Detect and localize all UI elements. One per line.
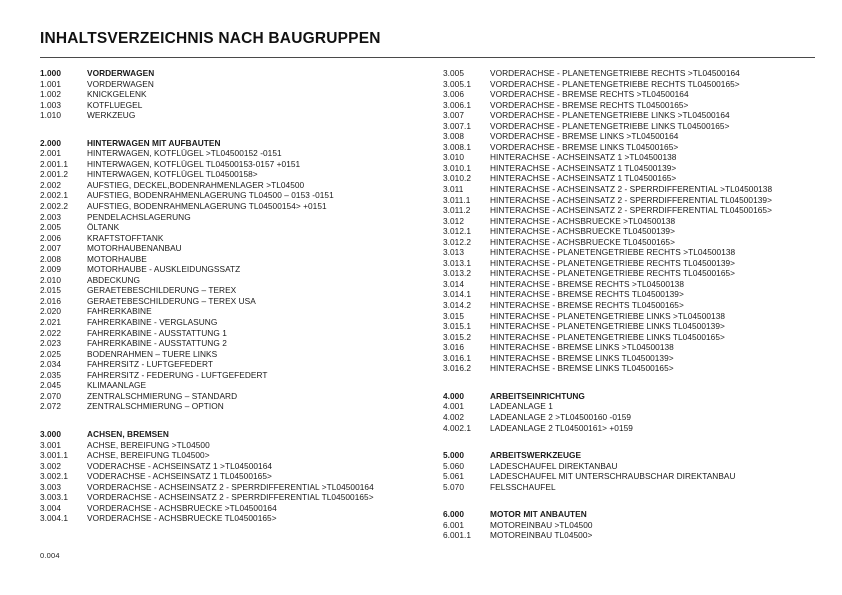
toc-entry-code: 3.006 bbox=[443, 89, 465, 100]
toc-entry[interactable] bbox=[443, 300, 838, 311]
toc-entry[interactable] bbox=[443, 163, 838, 174]
toc-entry[interactable] bbox=[443, 321, 838, 332]
toc-group-code: 6.000 bbox=[443, 509, 465, 520]
toc-entry-code: 1.003 bbox=[40, 99, 62, 110]
toc-entry-description: MOTORHAUBENANBAU bbox=[87, 243, 182, 254]
toc-group bbox=[443, 391, 838, 433]
toc-entry-code: 3.003 bbox=[40, 481, 62, 492]
toc-entry-description: HINTERWAGEN, KOTFLÜGEL TL04500153-0157 +0151 bbox=[87, 158, 301, 169]
toc-entry-code: 3.014 bbox=[443, 278, 465, 289]
toc-entry-description: VORDERACHSE - PLANETENGETRIEBE LINKS >TL04500164 bbox=[490, 110, 730, 121]
toc-entry[interactable] bbox=[40, 482, 430, 493]
toc-entry[interactable] bbox=[40, 317, 430, 328]
toc-entry-code: 3.010 bbox=[443, 152, 465, 163]
toc-entry-code: 3.013 bbox=[443, 247, 465, 258]
toc-entry-description: HINTERACHSE - PLANETENGETRIEBE RECHTS >TL04500138 bbox=[490, 247, 736, 258]
toc-entry-description: FAHRERKABINE - AUSSTATTUNG 1 bbox=[87, 327, 227, 338]
toc-entry-description: HINTERACHSE - BREMSE LINKS TL04500165> bbox=[490, 363, 674, 374]
toc-entry-code: 4.002.1 bbox=[443, 422, 472, 433]
toc-entry[interactable] bbox=[40, 401, 430, 412]
toc-entry-code: 3.003.1 bbox=[40, 492, 69, 503]
toc-entry-description: HINTERACHSE - ACHSBRUECKE >TL04500138 bbox=[490, 215, 676, 226]
toc-group-code: 3.000 bbox=[40, 428, 62, 439]
toc-entry-code: 2.034 bbox=[40, 359, 62, 370]
toc-entry-description: HINTERACHSE - ACHSEINSATZ 1 TL04500139> bbox=[490, 162, 677, 173]
toc-entry-code: 3.014.2 bbox=[443, 300, 472, 311]
toc-group-code: 4.000 bbox=[443, 390, 465, 401]
toc-entry[interactable] bbox=[40, 461, 430, 472]
toc-entry-description: FAHRERSITZ - LUFTGEFEDERT bbox=[87, 359, 214, 370]
toc-entry-code: 3.004 bbox=[40, 502, 62, 513]
toc-entry-description: HINTERACHSE - BREMSE LINKS TL04500139> bbox=[490, 352, 674, 363]
toc-entry-description: FAHRERKABINE - AUSSTATTUNG 2 bbox=[87, 338, 227, 349]
toc-group-title: ACHSEN, BREMSEN bbox=[87, 428, 169, 439]
toc-entry-description: ÖLTANK bbox=[87, 222, 120, 233]
toc-entry[interactable] bbox=[443, 131, 838, 142]
toc-entry[interactable] bbox=[40, 285, 430, 296]
toc-entry[interactable] bbox=[40, 328, 430, 339]
toc-entry-description: VORDERACHSE - BREMSE RECHTS >TL04500164 bbox=[490, 89, 689, 100]
toc-entry-description: FAHRERSITZ - FEDERUNG - LUFTGEFEDERT bbox=[87, 369, 268, 380]
toc-entry-description: HINTERACHSE - ACHSEINSATZ 2 - SPERRDIFFERENTIAL >TL04500138 bbox=[490, 184, 773, 195]
toc-entry-code: 3.005 bbox=[443, 68, 465, 78]
toc-entry-code: 3.010.2 bbox=[443, 173, 472, 184]
toc-entry-description: HINTERACHSE - ACHSBRUECKE TL04500139> bbox=[490, 226, 675, 237]
toc-entry[interactable] bbox=[40, 169, 430, 180]
toc-entry-code: 5.061 bbox=[443, 471, 465, 482]
toc-entry[interactable] bbox=[40, 180, 430, 191]
toc-entry-description: KRAFTSTOFFTANK bbox=[87, 232, 164, 243]
toc-entry-description: GERAETEBESCHILDERUNG – TEREX bbox=[87, 285, 237, 296]
toc-entry-description: KOTFLUEGEL bbox=[87, 99, 143, 110]
toc-entry[interactable] bbox=[443, 100, 838, 111]
toc-entry[interactable] bbox=[40, 148, 430, 159]
toc-entry[interactable] bbox=[443, 195, 838, 206]
toc-entry-description: MOTOREINBAU >TL04500 bbox=[490, 519, 593, 530]
toc-entry[interactable] bbox=[40, 254, 430, 265]
toc-entry-description: AUFSTIEG, DECKEL,BODENRAHMENLAGER >TL04500 bbox=[87, 179, 305, 190]
toc-entry[interactable] bbox=[443, 184, 838, 195]
toc-entry-description: VORDERACHSE - BREMSE RECHTS TL04500165> bbox=[490, 99, 689, 110]
toc-entry[interactable] bbox=[443, 401, 838, 412]
toc-entry-description: HINTERACHSE - BREMSE LINKS >TL04500138 bbox=[490, 342, 674, 353]
toc-group-title: MOTOR MIT ANBAUTEN bbox=[490, 509, 587, 520]
toc-entry-description: HINTERACHSE - PLANETENGETRIEBE RECHTS TL04500165> bbox=[490, 268, 736, 279]
toc-entry[interactable] bbox=[443, 268, 838, 279]
toc-entry-code: 1.002 bbox=[40, 89, 62, 100]
toc-entry[interactable] bbox=[40, 201, 430, 212]
toc-entry-code: 5.070 bbox=[443, 481, 465, 492]
toc-entry-description: VORDERACHSE - ACHSBRUECKE >TL04500164 bbox=[87, 502, 277, 513]
toc-entry-code: 3.012.2 bbox=[443, 236, 472, 247]
page-title: INHALTSVERZEICHNIS NACH BAUGRUPPEN bbox=[40, 30, 381, 47]
toc-entry-code: 2.002.1 bbox=[40, 190, 69, 201]
toc-entry-code: 4.001 bbox=[443, 401, 465, 412]
toc-entry-code: 3.007 bbox=[443, 110, 465, 121]
toc-entry-description: KLIMAANLAGE bbox=[87, 380, 147, 391]
toc-entry-description: HINTERACHSE - BREMSE RECHTS TL04500165> bbox=[490, 300, 684, 311]
toc-entry[interactable] bbox=[443, 423, 838, 434]
toc-entry[interactable] bbox=[443, 353, 838, 364]
toc-group-title: VORDERWAGEN bbox=[87, 68, 155, 78]
toc-entry-code: 3.007.1 bbox=[443, 120, 472, 131]
toc-entry-code: 2.035 bbox=[40, 369, 62, 380]
toc-entry[interactable] bbox=[443, 530, 838, 541]
toc-entry[interactable] bbox=[40, 503, 430, 514]
toc-entry[interactable] bbox=[443, 152, 838, 163]
toc-entry-code: 2.001.2 bbox=[40, 169, 69, 180]
toc-entry[interactable] bbox=[40, 359, 430, 370]
toc-entry-description: HINTERWAGEN, KOTFLÜGEL TL04500158> bbox=[87, 169, 258, 180]
toc-entry[interactable] bbox=[40, 391, 430, 402]
toc-entry-code: 3.015 bbox=[443, 310, 465, 321]
toc-entry-description: HINTERACHSE - ACHSEINSATZ 2 - SPERRDIFFERENTIAL TL04500139> bbox=[490, 194, 772, 205]
toc-entry[interactable] bbox=[40, 100, 430, 111]
toc-group-heading[interactable] bbox=[443, 391, 838, 402]
toc-column-left bbox=[40, 68, 430, 524]
toc-entry-code: 3.013.1 bbox=[443, 257, 472, 268]
toc-entry[interactable] bbox=[40, 79, 430, 90]
toc-entry-code: 3.011.2 bbox=[443, 205, 471, 216]
toc-entry[interactable] bbox=[443, 142, 838, 153]
toc-entry-description: VORDERACHSE - PLANETENGETRIEBE LINKS TL04500165> bbox=[490, 120, 730, 131]
toc-entry-code: 2.002 bbox=[40, 179, 62, 190]
toc-entry[interactable] bbox=[40, 233, 430, 244]
toc-entry[interactable] bbox=[40, 349, 430, 360]
toc-entry-description: BODENRAHMEN – TUERE LINKS bbox=[87, 348, 218, 359]
toc-entry-description: LADESCHAUFEL MIT UNTERSCHRAUBSCHAR DIREKTANBAU bbox=[490, 471, 736, 482]
toc-entry-code: 3.011.1 bbox=[443, 194, 471, 205]
toc-entry-code: 3.004.1 bbox=[40, 513, 69, 524]
toc-entry-description: MOTORHAUBE - AUSKLEIDUNGSSATZ bbox=[87, 264, 241, 275]
toc-entry[interactable] bbox=[40, 212, 430, 223]
toc-entry[interactable] bbox=[443, 216, 838, 227]
toc-entry-code: 3.001.1 bbox=[40, 450, 69, 461]
toc-entry[interactable] bbox=[443, 89, 838, 100]
toc-group-heading[interactable] bbox=[40, 138, 430, 149]
toc-entry[interactable] bbox=[443, 520, 838, 531]
toc-entry-description: HINTERACHSE - PLANETENGETRIEBE LINKS >TL04500138 bbox=[490, 310, 726, 321]
toc-entry[interactable] bbox=[40, 306, 430, 317]
toc-entry[interactable] bbox=[443, 311, 838, 322]
toc-entry[interactable] bbox=[40, 190, 430, 201]
toc-entry-code: 3.012.1 bbox=[443, 226, 472, 237]
toc-entry[interactable] bbox=[40, 159, 430, 170]
toc-entry-description: VORDERACHSE - PLANETENGETRIEBE RECHTS >TL04500164 bbox=[490, 68, 740, 78]
toc-entry[interactable] bbox=[40, 296, 430, 307]
toc-entry-description: LADESCHAUFEL DIREKTANBAU bbox=[490, 460, 618, 471]
toc-entry[interactable] bbox=[443, 121, 838, 132]
toc-entry-description: HINTERACHSE - ACHSEINSATZ 1 TL04500165> bbox=[490, 173, 677, 184]
toc-entry-code: 2.001.1 bbox=[40, 158, 69, 169]
toc-entry-description: VORDERACHSE - BREMSE LINKS TL04500165> bbox=[490, 141, 679, 152]
toc-entry[interactable] bbox=[443, 79, 838, 90]
toc-entry[interactable] bbox=[443, 332, 838, 343]
toc-entry[interactable] bbox=[443, 110, 838, 121]
toc-entry-description: HINTERACHSE - PLANETENGETRIEBE LINKS TL04500165> bbox=[490, 331, 725, 342]
toc-entry-description: KNICKGELENK bbox=[87, 89, 147, 100]
toc-group-heading[interactable] bbox=[40, 68, 430, 79]
toc-entry-code: 4.002 bbox=[443, 411, 465, 422]
toc-entry[interactable] bbox=[40, 380, 430, 391]
toc-group-heading[interactable] bbox=[40, 429, 430, 440]
toc-group bbox=[40, 429, 430, 524]
toc-entry-description: LADEANLAGE 2 >TL04500160 -0159 bbox=[490, 411, 632, 422]
toc-entry-description: PENDELACHSLAGERUNG bbox=[87, 211, 191, 222]
toc-entry[interactable] bbox=[40, 89, 430, 100]
toc-entry[interactable] bbox=[443, 363, 838, 374]
toc-entry-description: VORDERACHSE - ACHSEINSATZ 2 - SPERRDIFFERENTIAL >TL04500164 bbox=[87, 481, 374, 492]
toc-entry-description: LADEANLAGE 2 TL04500161> +0159 bbox=[490, 422, 633, 433]
toc-group bbox=[443, 68, 838, 374]
toc-entry-code: 2.009 bbox=[40, 264, 62, 275]
toc-entry-code: 2.003 bbox=[40, 211, 62, 222]
toc-entry[interactable] bbox=[40, 338, 430, 349]
toc-entry-code: 5.060 bbox=[443, 460, 465, 471]
toc-entry-code: 2.005 bbox=[40, 222, 62, 233]
toc-entry-code: 3.001 bbox=[40, 439, 62, 450]
toc-entry-code: 1.001 bbox=[40, 78, 62, 89]
toc-entry-code: 2.016 bbox=[40, 295, 62, 306]
toc-entry-code: 3.006.1 bbox=[443, 99, 472, 110]
toc-entry-code: 2.002.2 bbox=[40, 201, 69, 212]
toc-entry-code: 2.001 bbox=[40, 148, 62, 159]
toc-entry[interactable] bbox=[40, 513, 430, 524]
toc-entry-code: 2.020 bbox=[40, 306, 62, 317]
toc-entry-description: HINTERACHSE - ACHSEINSATZ 2 - SPERRDIFFERENTIAL TL04500165> bbox=[490, 205, 772, 216]
toc-entry-code: 6.001 bbox=[443, 519, 465, 530]
toc-entry-description: FAHRERKABINE - VERGLASUNG bbox=[87, 317, 218, 328]
toc-entry-description: LADEANLAGE 1 bbox=[490, 401, 553, 412]
toc-entry[interactable] bbox=[443, 279, 838, 290]
toc-entry-description: VORDERACHSE - ACHSEINSATZ 2 - SPERRDIFFERENTIAL TL04500165> bbox=[87, 492, 374, 503]
toc-group-heading[interactable] bbox=[443, 509, 838, 520]
toc-group bbox=[443, 509, 838, 541]
toc-entry[interactable] bbox=[443, 461, 838, 472]
toc-entry-code: 3.002.1 bbox=[40, 471, 69, 482]
toc-group bbox=[40, 68, 430, 121]
toc-entry[interactable] bbox=[443, 258, 838, 269]
toc-entry-description: AUFSTIEG, BODENRAHMENLAGERUNG TL04500 – 0153 -0151 bbox=[87, 190, 334, 201]
toc-entry-description: ZENTRALSCHMIERUNG – STANDARD bbox=[87, 390, 238, 401]
toc-entry-code: 3.011 bbox=[443, 184, 464, 195]
toc-entry-code: 3.015.1 bbox=[443, 321, 472, 332]
toc-entry[interactable] bbox=[443, 412, 838, 423]
toc-entry-description: VODERACHSE - ACHSEINSATZ 1 TL04500165> bbox=[87, 471, 272, 482]
toc-entry[interactable] bbox=[40, 243, 430, 254]
toc-entry-code: 3.013.2 bbox=[443, 268, 472, 279]
toc-entry-description: WERKZEUG bbox=[87, 110, 136, 121]
toc-group-title: HINTERWAGEN MIT AUFBAUTEN bbox=[87, 137, 221, 148]
toc-group bbox=[443, 450, 838, 492]
toc-group-title: ARBEITSWERKZEUGE bbox=[490, 450, 582, 461]
toc-entry[interactable] bbox=[443, 247, 838, 258]
toc-entry-description: VORDERACHSE - PLANETENGETRIEBE RECHTS TL04500165> bbox=[490, 78, 740, 89]
toc-entry-description: MOTORHAUBE bbox=[87, 253, 147, 264]
toc-entry-code: 3.008 bbox=[443, 131, 465, 142]
toc-group-code: 2.000 bbox=[40, 137, 62, 148]
toc-entry-code: 2.008 bbox=[40, 253, 62, 264]
toc-entry-code: 2.025 bbox=[40, 348, 62, 359]
toc-entry-code: 3.016 bbox=[443, 342, 465, 353]
toc-entry-code: 2.022 bbox=[40, 327, 62, 338]
toc-entry-description: HINTERACHSE - ACHSEINSATZ 1 >TL04500138 bbox=[490, 152, 677, 163]
toc-group-title: ARBEITSEINRICHTUNG bbox=[490, 390, 585, 401]
toc-entry-code: 2.072 bbox=[40, 401, 62, 412]
toc-entry[interactable] bbox=[443, 68, 838, 79]
toc-entry[interactable] bbox=[40, 450, 430, 461]
toc-group-code: 5.000 bbox=[443, 450, 465, 461]
toc-entry[interactable] bbox=[443, 226, 838, 237]
toc-entry-description: FELSSCHAUFEL bbox=[490, 481, 556, 492]
toc-entry-code: 2.007 bbox=[40, 243, 62, 254]
toc-entry[interactable] bbox=[443, 342, 838, 353]
toc-entry-description: HINTERACHSE - PLANETENGETRIEBE RECHTS TL04500139> bbox=[490, 257, 736, 268]
toc-entry[interactable] bbox=[40, 110, 430, 121]
toc-entry[interactable] bbox=[40, 370, 430, 381]
toc-entry-description: HINTERACHSE - BREMSE RECHTS TL04500139> bbox=[490, 289, 684, 300]
toc-entry-description: VORDERACHSE - BREMSE LINKS >TL04500164 bbox=[490, 131, 679, 142]
toc-entry-code: 2.023 bbox=[40, 338, 62, 349]
toc-entry-code: 3.005.1 bbox=[443, 78, 472, 89]
toc-entry-code: 3.010.1 bbox=[443, 162, 472, 173]
toc-entry-code: 3.016.1 bbox=[443, 352, 472, 363]
toc-entry[interactable] bbox=[443, 237, 838, 248]
toc-entry-code: 2.010 bbox=[40, 274, 62, 285]
toc-entry[interactable] bbox=[40, 471, 430, 482]
toc-entry[interactable] bbox=[40, 492, 430, 503]
toc-entry-code: 3.008.1 bbox=[443, 141, 472, 152]
toc-entry-description: ABDECKUNG bbox=[87, 274, 141, 285]
toc-entry[interactable] bbox=[40, 264, 430, 275]
toc-entry-description: VORDERWAGEN bbox=[87, 78, 154, 89]
toc-group-code: 1.000 bbox=[40, 68, 62, 78]
toc-entry[interactable] bbox=[443, 173, 838, 184]
toc-entry-description: AUFSTIEG, BODENRAHMENLAGERUNG TL04500154> +0151 bbox=[87, 201, 327, 212]
toc-entry-code: 1.010 bbox=[40, 110, 62, 121]
toc-entry-description: GERAETEBESCHILDERUNG – TEREX USA bbox=[87, 295, 256, 306]
toc-entry-description: VORDERACHSE - ACHSBRUECKE TL04500165> bbox=[87, 513, 277, 524]
toc-entry-code: 2.006 bbox=[40, 232, 62, 243]
toc-entry-description: VODERACHSE - ACHSEINSATZ 1 >TL04500164 bbox=[87, 460, 273, 471]
toc-entry-code: 2.070 bbox=[40, 390, 62, 401]
toc-entry-description: HINTERWAGEN, KOTFLÜGEL >TL04500152 -0151 bbox=[87, 148, 282, 159]
title-divider bbox=[40, 57, 815, 58]
footer-page-number: 0.004 bbox=[40, 551, 60, 560]
toc-entry-code: 3.002 bbox=[40, 460, 62, 471]
toc-entry-code: 6.001.1 bbox=[443, 530, 472, 541]
toc-entry[interactable] bbox=[40, 440, 430, 451]
toc-entry-description: HINTERACHSE - BREMSE RECHTS >TL04500138 bbox=[490, 278, 684, 289]
toc-entry[interactable] bbox=[40, 275, 430, 286]
toc-group bbox=[40, 138, 430, 412]
toc-entry[interactable] bbox=[443, 471, 838, 482]
toc-entry[interactable] bbox=[443, 482, 838, 493]
toc-entry-description: HINTERACHSE - PLANETENGETRIEBE LINKS TL04500139> bbox=[490, 321, 725, 332]
toc-entry-code: 3.016.2 bbox=[443, 363, 472, 374]
toc-entry[interactable] bbox=[443, 205, 838, 216]
toc-group-heading[interactable] bbox=[443, 450, 838, 461]
toc-entry-description: MOTOREINBAU TL04500> bbox=[490, 530, 593, 541]
toc-entry-code: 3.012 bbox=[443, 215, 465, 226]
toc-entry-code: 3.015.2 bbox=[443, 331, 472, 342]
toc-entry-code: 2.021 bbox=[40, 317, 62, 328]
toc-entry-description: FAHRERKABINE bbox=[87, 306, 152, 317]
toc-column-right bbox=[443, 68, 838, 541]
toc-entry-code: 2.045 bbox=[40, 380, 62, 391]
toc-entry-code: 3.014.1 bbox=[443, 289, 472, 300]
toc-entry-description: ZENTRALSCHMIERUNG – OPTION bbox=[87, 401, 224, 412]
toc-entry-description: HINTERACHSE - ACHSBRUECKE TL04500165> bbox=[490, 236, 675, 247]
toc-entry-description: ACHSE, BEREIFUNG >TL04500 bbox=[87, 439, 210, 450]
toc-entry-code: 2.015 bbox=[40, 285, 62, 296]
toc-entry-description: ACHSE, BEREIFUNG TL04500> bbox=[87, 450, 210, 461]
toc-entry[interactable] bbox=[443, 289, 838, 300]
toc-entry[interactable] bbox=[40, 222, 430, 233]
